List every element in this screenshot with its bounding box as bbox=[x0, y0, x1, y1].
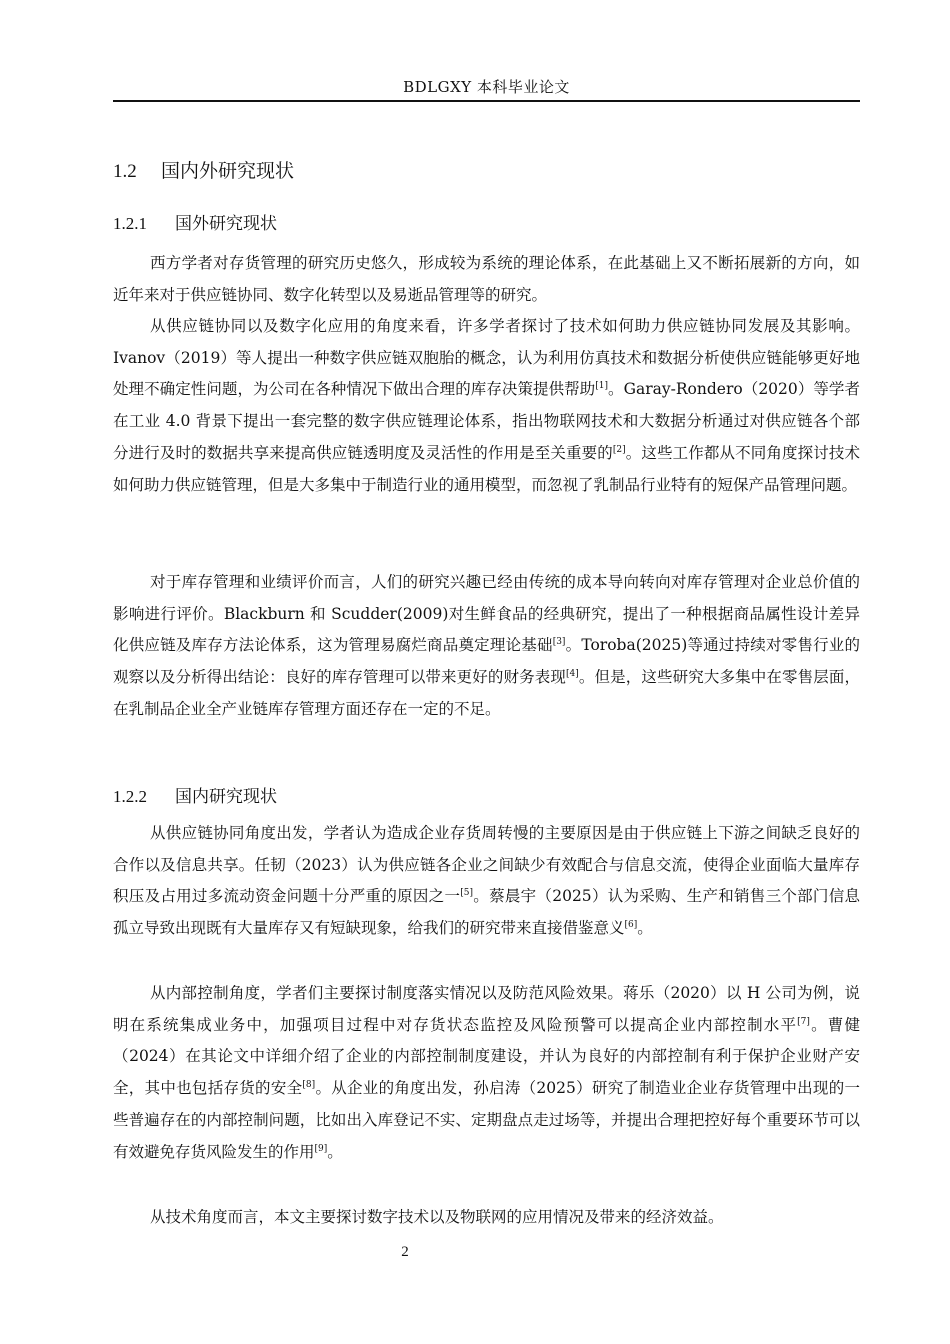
citation-ref: [8] bbox=[302, 1080, 316, 1091]
paragraph-text: 从内部控制角度，学者们主要探讨制度落实情况以及防范风险效果。蒋乐（2020）以 H 公司为例，说明在系统集成业务中，加强项目过程中对存货状态监控及风险预警可以提高企业内部控制水平 bbox=[113, 984, 860, 1034]
subsection-heading-foreign bbox=[113, 209, 277, 234]
citation-ref: [3] bbox=[552, 637, 566, 648]
paragraph-text: 从供应链协同角度出发，学者认为造成企业存货周转慢的主要原因是由于供应链上下游之间缺乏良好的合作以及信息共享。任韧（2023）认为供应链各企业之间缺少有效配合与信息交流，使得企业面临大量库存积压及占用过多流动资金问题十分严重的原因之一 bbox=[113, 824, 860, 906]
page-number: 2 bbox=[401, 1244, 409, 1260]
page-header: BDLGXY 本科毕业论文 bbox=[403, 78, 570, 96]
section-heading bbox=[113, 156, 294, 183]
citation-ref: [7] bbox=[797, 1016, 810, 1027]
subsection-title: 国内研究现状 bbox=[175, 787, 277, 807]
citation-ref: [9] bbox=[314, 1143, 328, 1154]
paragraph-4 bbox=[113, 818, 860, 945]
paragraph-text: 。 bbox=[637, 919, 653, 938]
citation-ref: [6] bbox=[624, 920, 638, 931]
subsection-number: 1.2.2 bbox=[113, 787, 147, 806]
citation-ref: [4] bbox=[566, 669, 579, 680]
paragraph-6 bbox=[113, 1202, 860, 1234]
paragraph-1 bbox=[113, 248, 860, 311]
paragraph-text: 。这些工作都从不同角度探讨技术如何助力供应链管理，但是大多集中于制造行业的通用模型，而忽视了乳制品行业特有的短保产品管理问题。 bbox=[113, 443, 860, 494]
section-title: 国内外研究现状 bbox=[161, 160, 295, 182]
paragraph-text: 。Garay-Rondero（2020）等学者在工业 4.0 背景下提出一套完整的数字供应链理论体系，指出物联网技术和大数据分析通过对供应链各个部分进行及时的数据共享来提高供应链透明度及灵活性的作用是至关重要的 bbox=[113, 380, 860, 462]
paragraph-text: 。蔡晨宇（2025）认为采购、生产和销售三个部门信息孤立导致出现既有大量库存又有短缺现象，给我们的研究带来直接借鉴意义 bbox=[113, 887, 860, 938]
paragraph-text: 。Toroba(2025)等通过持续对零售行业的观察以及分析得出结论：良好的库存管理可以带来更好的财务表现 bbox=[113, 636, 860, 687]
paragraph-2 bbox=[113, 311, 860, 501]
paragraph-text: 。 bbox=[327, 1142, 343, 1161]
subsection-number: 1.2.1 bbox=[113, 214, 147, 233]
paragraph-3 bbox=[113, 567, 860, 726]
paragraph-text: 从技术角度而言，本文主要探讨数字技术以及物联网的应用情况及带来的经济效益。 bbox=[150, 1208, 724, 1226]
paragraph-5 bbox=[113, 978, 860, 1168]
citation-ref: [5] bbox=[460, 888, 474, 899]
header-divider bbox=[113, 100, 860, 102]
section-number: 1.2 bbox=[113, 161, 137, 182]
paragraph-text: 。从企业的角度出发，孙启涛（2025）研究了制造业企业存货管理中出现的一些普遍存在的内部控制问题，比如出入库登记不实、定期盘点走过场等，并提出合理把控好每个重要环节可以有效避免存货风险发生的作用 bbox=[113, 1079, 860, 1161]
paragraph-text: 对于库存管理和业绩评价而言，人们的研究兴趣已经由传统的成本导向转向对库存管理对企业总价值的影响进行评价。Blackburn 和 Scudder(2009)对生鲜食品的经典研究，提出了一种根据商品属性设计差异化供应链及库存方法论体系，这为管理易腐烂商品奠定理论基础 bbox=[113, 573, 860, 655]
citation-ref: [2] bbox=[612, 444, 626, 455]
paragraph-text: 。但是，这些研究大多集中在零售层面，在乳制品企业全产业链库存管理方面还存在一定的不足。 bbox=[113, 668, 860, 718]
paragraph-text: 。曹健（2024）在其论文中详细介绍了企业的内部控制制度建设，并认为良好的内部控制有利于保护企业财产安全，其中也包括存货的安全 bbox=[113, 1015, 860, 1098]
citation-ref: [1] bbox=[595, 381, 608, 392]
subsection-title: 国外研究现状 bbox=[175, 214, 277, 234]
subsection-heading-domestic bbox=[113, 782, 277, 807]
paragraph-text: 从供应链协同以及数字化应用的角度来看，许多学者探讨了技术如何助力供应链协同发展及其影响。Ivanov（2019）等人提出一种数字供应链双胞胎的概念，认为利用仿真技术和数据分析使供应链能够更好地处理不确定性问题，为公司在各种情况下做出合理的库存决策提供帮助 bbox=[113, 317, 860, 399]
paragraph-text: 西方学者对存货管理的研究历史悠久，形成较为系统的理论体系，在此基础上又不断拓展新的方向，如近年来对于供应链协同、数字化转型以及易逝品管理等的研究。 bbox=[113, 254, 860, 304]
